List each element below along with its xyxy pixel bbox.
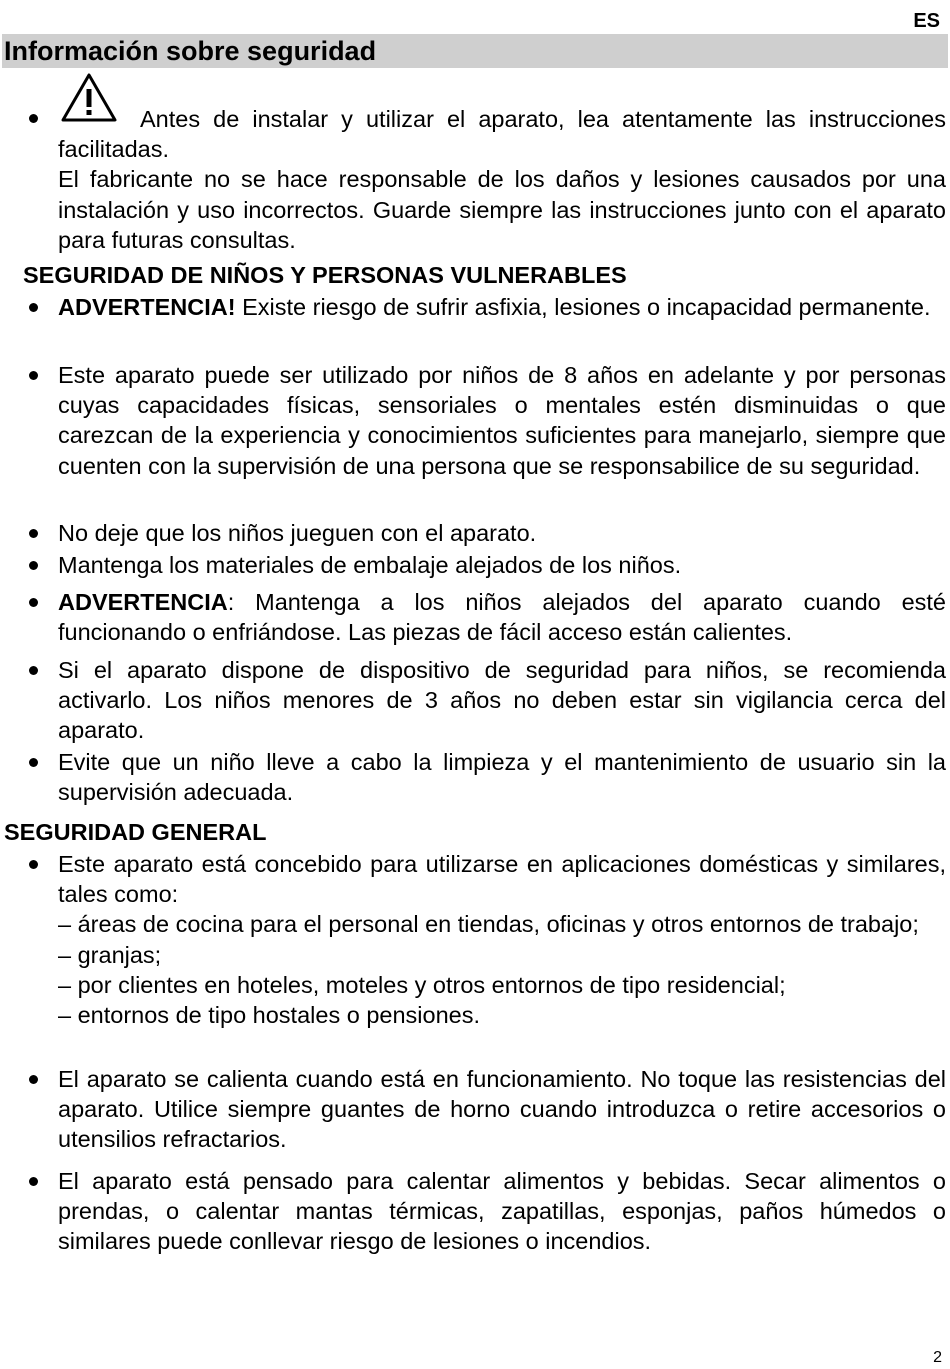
- intro-line2: El fabricante no se hace responsable de los daños y lesiones causados por una instalación y uso incorrectos. Guarde siempre las instrucciones junto con el aparato para futuras consultas.: [58, 166, 946, 253]
- children-item-4-text: Mantenga los materiales de embalaje alejados de los niños.: [58, 552, 682, 578]
- intro-item: [58, 104, 946, 255]
- general-item-1-sub-4: – entornos de tipo hostales o pensiones.: [58, 1002, 480, 1029]
- page-number: 2: [933, 1349, 942, 1366]
- general-item-3-text: El aparato está pensado para calentar alimentos y bebidas. Secar alimentos o prendas, o calentar mantas térmicas, zapatillas, esponjas, paños húmedos o similares puede conllevar riesgo de lesiones o incendios.: [58, 1168, 946, 1255]
- intro-line1: Antes de instalar y utilizar el aparato, lea atentamente las instrucciones facilitadas.: [58, 106, 946, 163]
- bullet: [29, 1177, 38, 1186]
- general-item-2: [58, 1064, 946, 1155]
- children-item-1-text: Existe riesgo de sufrir asfixia, lesiones o incapacidad permanente.: [235, 294, 931, 320]
- bullet: [29, 1075, 38, 1084]
- children-item-4: [58, 550, 946, 580]
- bullet: [29, 303, 38, 312]
- bullet: [29, 860, 38, 869]
- bullet: [29, 529, 38, 538]
- general-item-1-sub-1: – áreas de cocina para el personal en tiendas, oficinas y otros entornos de trabajo;: [58, 911, 919, 938]
- bullet: [29, 371, 38, 380]
- warning-label: ADVERTENCIA!: [58, 294, 236, 320]
- general-item-3: [58, 1166, 946, 1257]
- children-item-5-text: : Mantenga a los niños alejados del aparato cuando esté funcionando o enfriándose. Las piezas de fácil acceso están calientes.: [58, 589, 946, 646]
- section-heading-children: SEGURIDAD DE NIÑOS Y PERSONAS VULNERABLES: [23, 262, 627, 288]
- bullet: [29, 758, 38, 767]
- warning-label: ADVERTENCIA: [58, 589, 228, 615]
- general-item-1-sub-3: – por clientes en hoteles, moteles y otros entornos de tipo residencial;: [58, 971, 786, 998]
- children-item-6-text: Si el aparato dispone de dispositivo de seguridad para niños, se recomienda activarlo. Los niños menores de 3 años no deben estar sin vigilancia cerca del aparato.: [58, 657, 946, 744]
- section-heading-general: SEGURIDAD GENERAL: [4, 819, 267, 845]
- children-item-5: [58, 587, 946, 647]
- bullet: [29, 561, 38, 570]
- children-item-7: [58, 747, 946, 807]
- bullet: [29, 666, 38, 675]
- bullet: [29, 114, 38, 123]
- children-item-6: [58, 655, 946, 746]
- children-item-7-text: Evite que un niño lleve a cabo la limpieza y el mantenimiento de usuario sin la supervisión adecuada.: [58, 749, 946, 806]
- language-code: ES: [913, 10, 940, 32]
- page-title: Información sobre seguridad: [4, 36, 377, 66]
- general-item-1: [58, 849, 946, 1030]
- children-item-3-text: No deje que los niños jueguen con el aparato.: [58, 520, 537, 546]
- children-item-2-text: Este aparato puede ser utilizado por niños de 8 años en adelante y por personas cuyas capacidades físicas, sensoriales o mentales estén disminuidas o que carezcan de la experiencia y conocimientos suficientes para manejarlo, siempre que cuenten con la supervisión de una persona que se responsabilice de su seguridad.: [58, 362, 946, 479]
- general-item-2-text: El aparato se calienta cuando está en funcionamiento. No toque las resistencias del aparato. Utilice siempre guantes de horno cuando introduzca o retire accesorios o utensilios refractarios.: [58, 1066, 946, 1153]
- children-item-3: [58, 518, 946, 548]
- general-item-1-text: Este aparato está concebido para utilizarse en aplicaciones domésticas y similares, tales como:: [58, 851, 946, 908]
- bullet: [29, 598, 38, 607]
- general-item-1-sub-2: – granjas;: [58, 941, 162, 968]
- children-item-1: [58, 292, 946, 322]
- children-item-2: [58, 360, 946, 481]
